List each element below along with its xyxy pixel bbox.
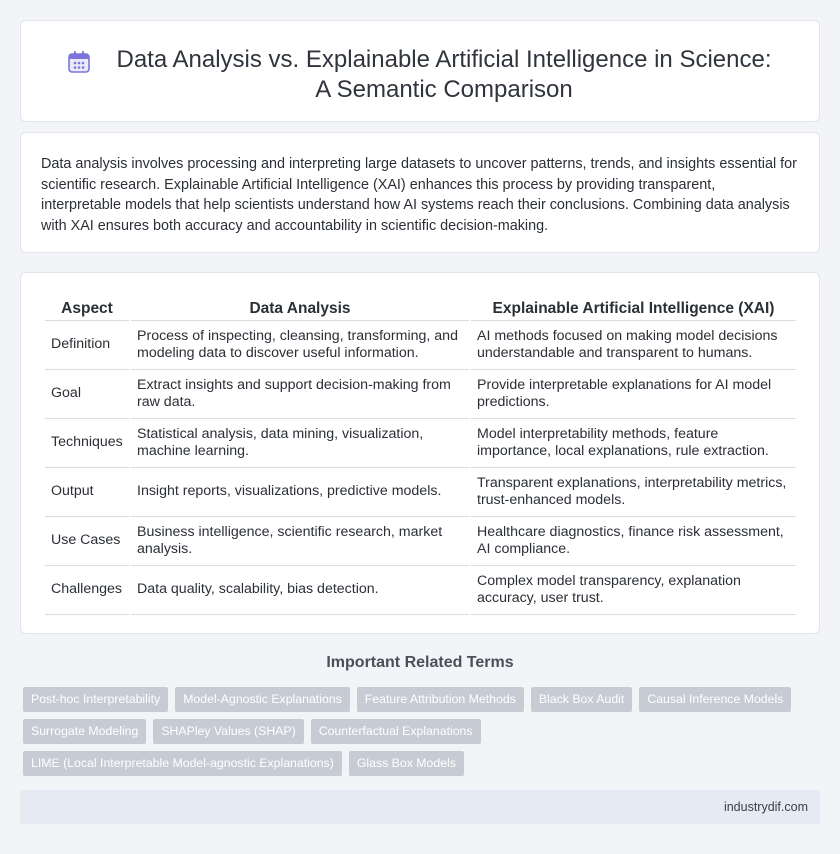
table-header-row [45, 293, 796, 321]
related-terms-heading: Important Related Terms [326, 654, 514, 671]
comparison-table [43, 293, 798, 615]
xai-cell: AI methods focused on making model decisions understandable and transparent to humans. [471, 321, 796, 370]
related-term-tag[interactable]: Counterfactual Explanations [311, 719, 481, 744]
header-aspect: Aspect [45, 293, 129, 321]
data-analysis-cell: Business intelligence, scientific research, market analysis. [131, 517, 469, 566]
xai-cell: Complex model transparency, explanation accuracy, user trust. [471, 566, 796, 615]
related-term-tag[interactable]: Feature Attribution Methods [357, 687, 524, 712]
aspect-cell: Techniques [45, 419, 129, 468]
aspect-cell: Definition [45, 321, 129, 370]
aspect-cell: Challenges [45, 566, 129, 615]
related-term-tag[interactable]: Glass Box Models [349, 751, 464, 776]
data-analysis-cell: Extract insights and support decision-making from raw data. [131, 370, 469, 419]
related-term-tag[interactable]: Surrogate Modeling [23, 719, 146, 744]
table-row [45, 321, 796, 370]
intro-card [20, 132, 820, 253]
footer [20, 790, 820, 824]
table-row [45, 566, 796, 615]
aspect-cell: Output [45, 468, 129, 517]
header-card [20, 20, 820, 122]
related-term-tag[interactable]: Post-hoc Interpretability [23, 687, 168, 712]
intro-paragraph: Data analysis involves processing and interpreting large datasets to uncover patterns, trends, and insights essential for scientific research. Explainable Artificial Intelligence (XAI) enhances this process by providing transparent, interpretable models that help scientists understand how AI systems reach their conclusions. Combining data analysis with XAI ensures both accuracy and accountability in scientific decision-making. [41, 156, 797, 234]
table-row [45, 370, 796, 419]
xai-cell: Transparent explanations, interpretability metrics, trust-enhanced models. [471, 468, 796, 517]
header-xai: Explainable Artificial Intelligence (XAI) [471, 293, 796, 321]
data-analysis-cell: Process of inspecting, cleansing, transforming, and modeling data to discover useful information. [131, 321, 469, 370]
related-term-tag[interactable]: Black Box Audit [531, 687, 632, 712]
xai-cell: Provide interpretable explanations for AI model predictions. [471, 370, 796, 419]
header-data-analysis: Data Analysis [131, 293, 469, 321]
related-term-tag[interactable]: LIME (Local Interpretable Model-agnostic Explanations) [23, 751, 342, 776]
page-title: Data Analysis vs. Explainable Artificial Intelligence in Science: A Semantic Comparison [116, 46, 772, 103]
xai-cell: Healthcare diagnostics, finance risk assessment, AI compliance. [471, 517, 796, 566]
comparison-table-card [20, 272, 820, 634]
xai-cell: Model interpretability methods, feature importance, local explanations, rule extraction. [471, 419, 796, 468]
footer-site-link[interactable]: industrydif.com [723, 800, 808, 814]
table-row [45, 517, 796, 566]
related-term-tag[interactable]: Causal Inference Models [639, 687, 791, 712]
table-row [45, 468, 796, 517]
data-analysis-cell: Insight reports, visualizations, predictive models. [131, 468, 469, 517]
aspect-cell: Goal [45, 370, 129, 419]
related-terms-list [23, 687, 813, 783]
calendar-icon [66, 49, 92, 75]
data-analysis-cell: Data quality, scalability, bias detection. [131, 566, 469, 615]
aspect-cell: Use Cases [45, 517, 129, 566]
table-row [45, 419, 796, 468]
related-term-tag[interactable]: Model-Agnostic Explanations [175, 687, 350, 712]
related-term-tag[interactable]: SHAPley Values (SHAP) [153, 719, 303, 744]
data-analysis-cell: Statistical analysis, data mining, visualization, machine learning. [131, 419, 469, 468]
